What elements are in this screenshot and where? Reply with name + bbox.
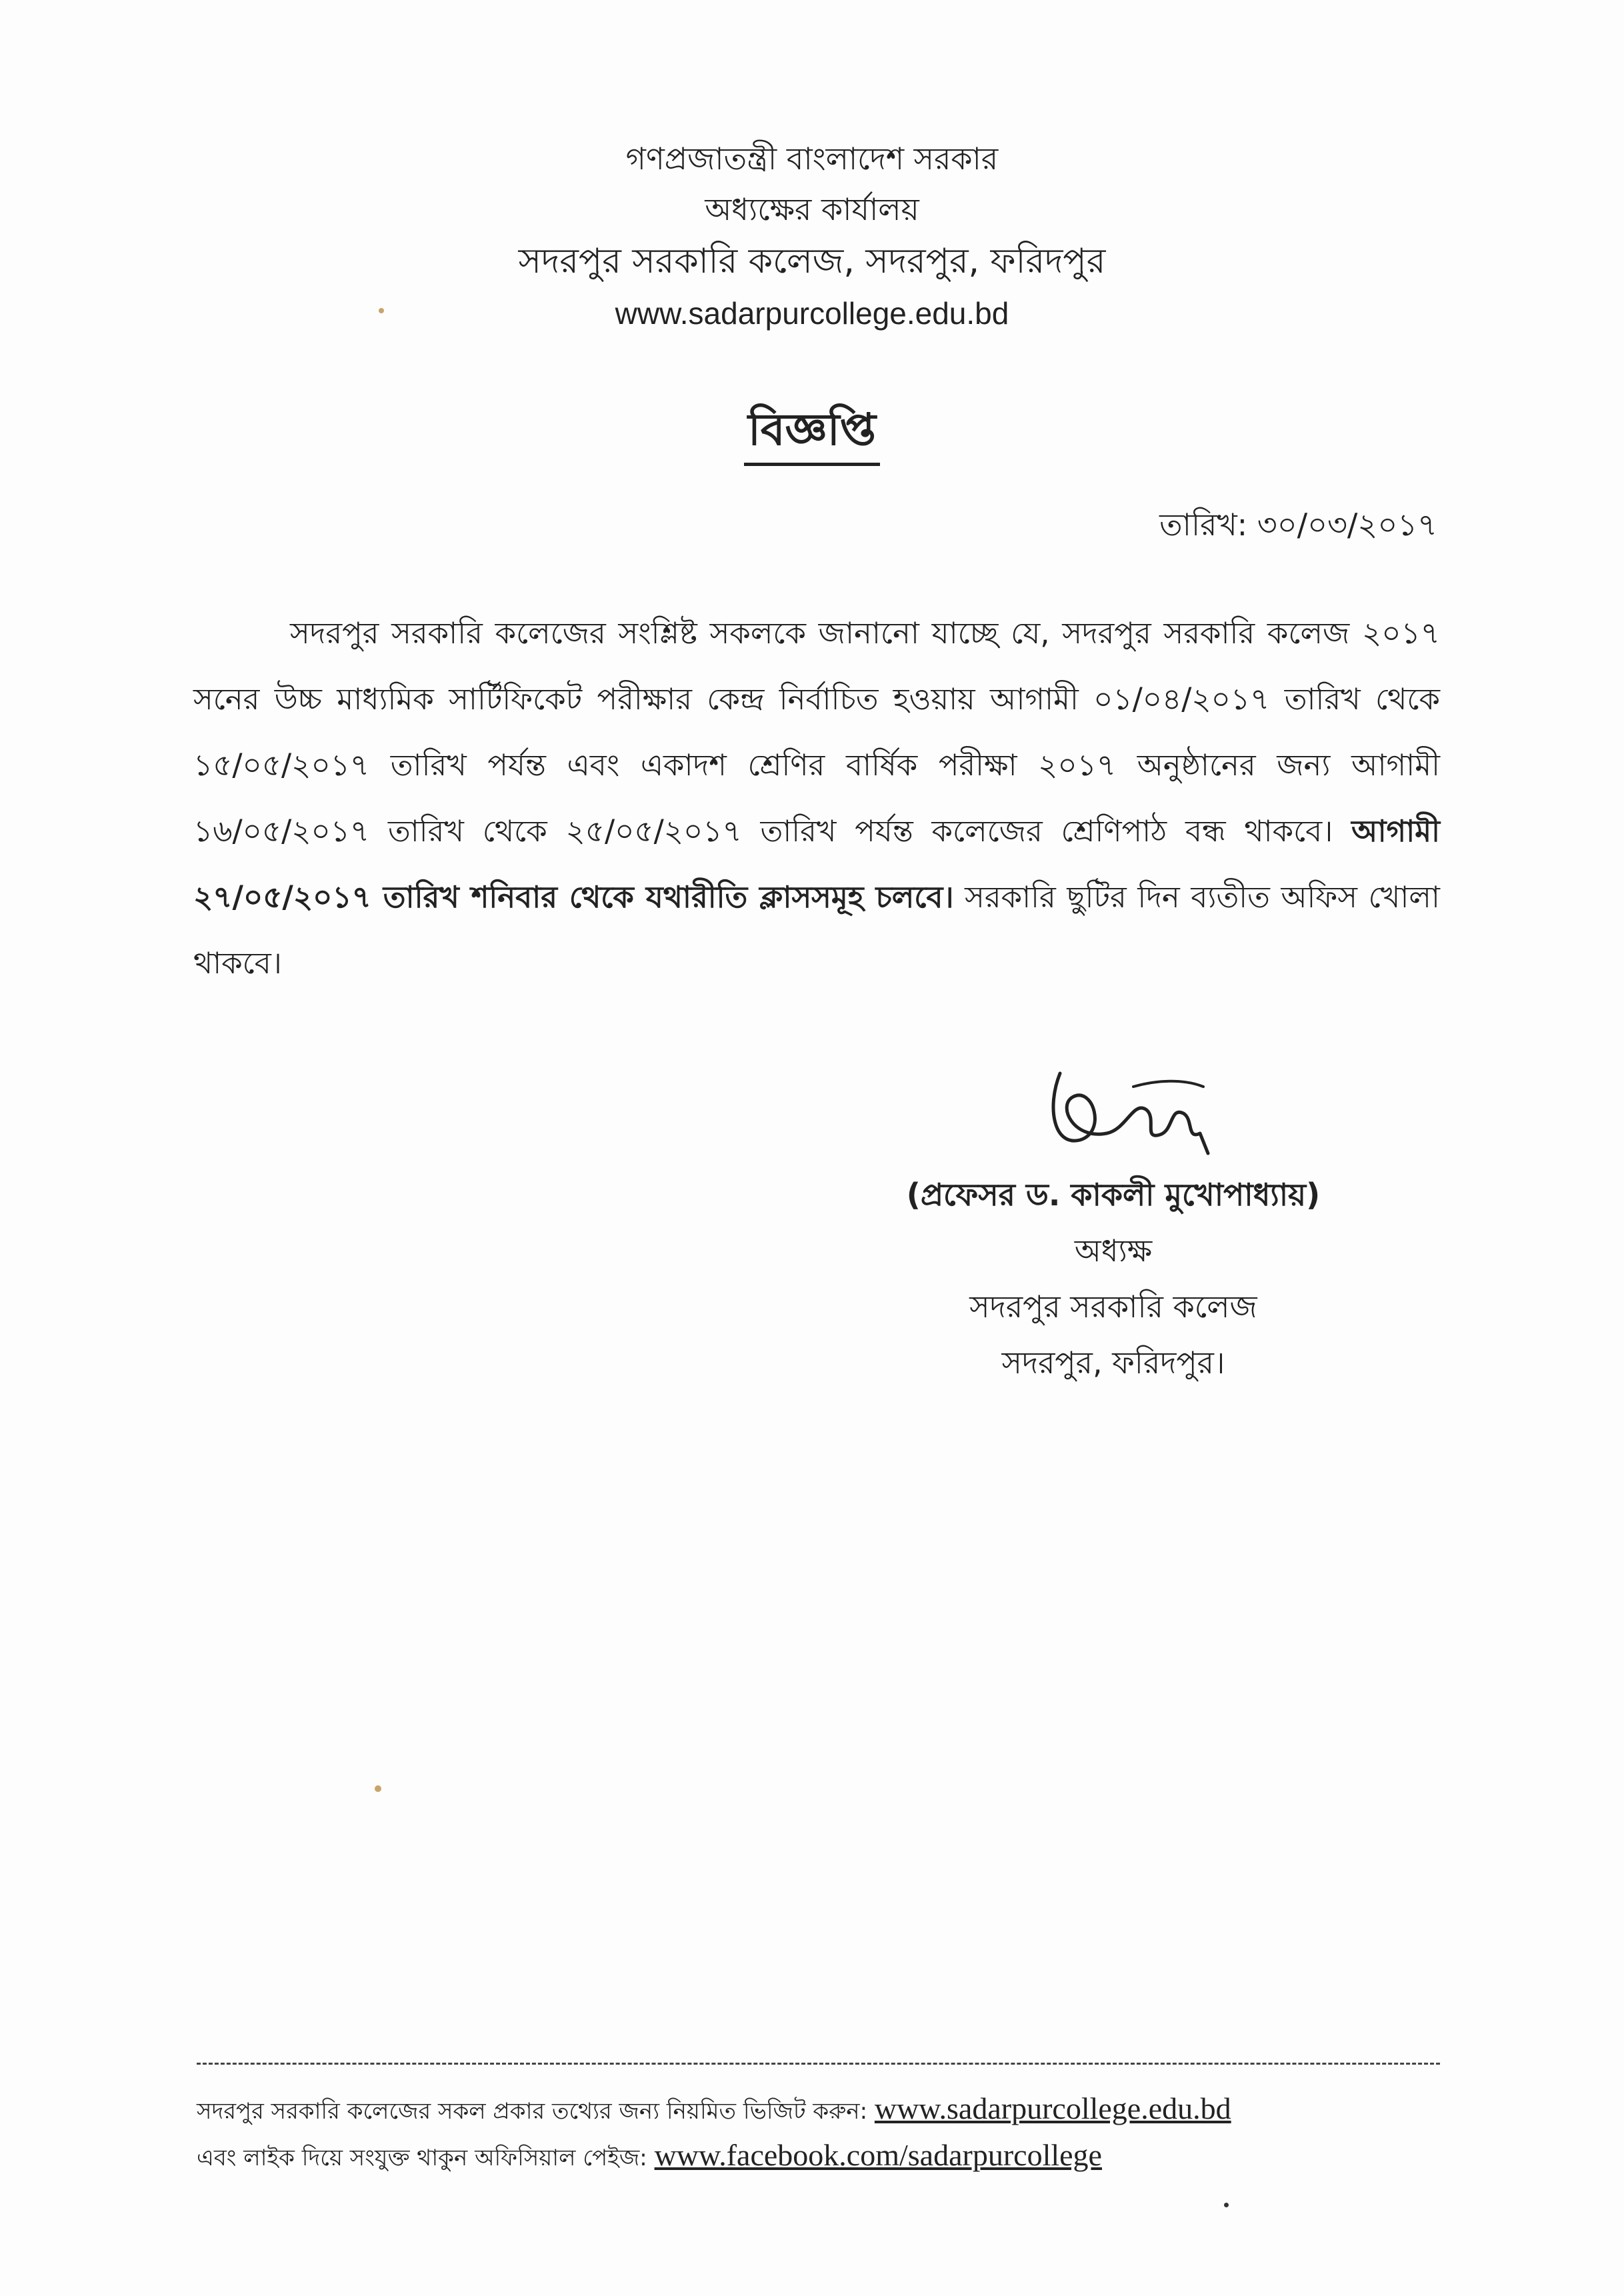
- footer-facebook-link[interactable]: www.facebook.com/sadarpurcollege: [654, 2138, 1102, 2172]
- footer-website-link[interactable]: www.sadarpurcollege.edu.bd: [874, 2091, 1231, 2125]
- notice-body: [193, 600, 1440, 996]
- signature-mark: [1033, 1060, 1233, 1167]
- footer: [197, 2085, 1450, 2179]
- notice-body-bold: আগামী ২৭/০৫/২০১৭ তারিখ শনিবার থেকে যথারীতি ক্লাসসমূহ চলবে।: [193, 813, 1440, 915]
- footer-website-label: সদরপুর সরকারি কলেজের সকল প্রকার তথ্যের জন্য নিয়মিত ভিজিট করুন:: [197, 2098, 868, 2125]
- government-name: গণপ্রজাতন্ত্রী বাংলাদেশ সরকার: [625, 141, 999, 177]
- notice-body-text-2: সরকারি ছুটির দিন ব্যতীত অফিস খোলা থাকবে।: [193, 879, 1440, 981]
- notice-date: তারিখ: ৩০/০৩/২০১৭: [1159, 507, 1437, 543]
- footer-facebook-line: [197, 2132, 1450, 2179]
- footer-facebook-label: এবং লাইক দিয়ে সংযুক্ত থাকুন অফিসিয়াল পেইজ:: [197, 2145, 647, 2171]
- signatory-location: সদরপুর, ফরিদপুর।: [1001, 1345, 1225, 1381]
- signatory-designation: অধ্যক্ষ: [1074, 1233, 1153, 1269]
- footer-divider: [197, 2063, 1440, 2065]
- notice-title: [0, 400, 1624, 466]
- notice-body-text-1: সদরপুর সরকারি কলেজের সংশ্লিষ্ট সকলকে জানানো যাচ্ছে যে, সদরপুর সরকারি কলেজ ২০১৭ সনের উচ্চ মাধ্যমিক সার্টিফিকেট পরীক্ষার কেন্দ্র নির্বাচিত হওয়ায় আগামী ০১/০৪/২০১৭ তারিখ থেকে ১৫/০৫/২০১৭ তারিখ পর্যন্ত এবং একাদশ শ্রেণির বার্ষিক পরীক্ষা ২০১৭ অনুষ্ঠানের জন্য আগামী ১৬/০৫/২০১৭ তারিখ থেকে ২৫/০৫/২০১৭ তারিখ পর্যন্ত কলেজের শ্রেণিপাঠ বন্ধ থাকবে।: [193, 615, 1440, 849]
- footer-website-line: [197, 2085, 1450, 2132]
- college-website: www.sadarpurcollege.edu.bd: [615, 296, 1009, 331]
- letterhead: [0, 133, 1624, 339]
- college-address: সদরপুর সরকারি কলেজ, সদরপুর, ফরিদপুর: [518, 241, 1106, 281]
- signatory-name: (প্রফেসর ড. কাকলী মুখোপাধ্যায়): [906, 1177, 1321, 1213]
- notice-title-text: বিজ্ঞপ্তি: [744, 400, 880, 466]
- paper-speck: [1224, 2203, 1229, 2207]
- paper-speck: [375, 1785, 381, 1792]
- signatory-institution: সদরপুর সরকারি কলেজ: [969, 1289, 1257, 1325]
- signatory-block: [813, 1167, 1413, 1391]
- office-name: অধ্যক্ষের কার্যালয়: [705, 191, 919, 227]
